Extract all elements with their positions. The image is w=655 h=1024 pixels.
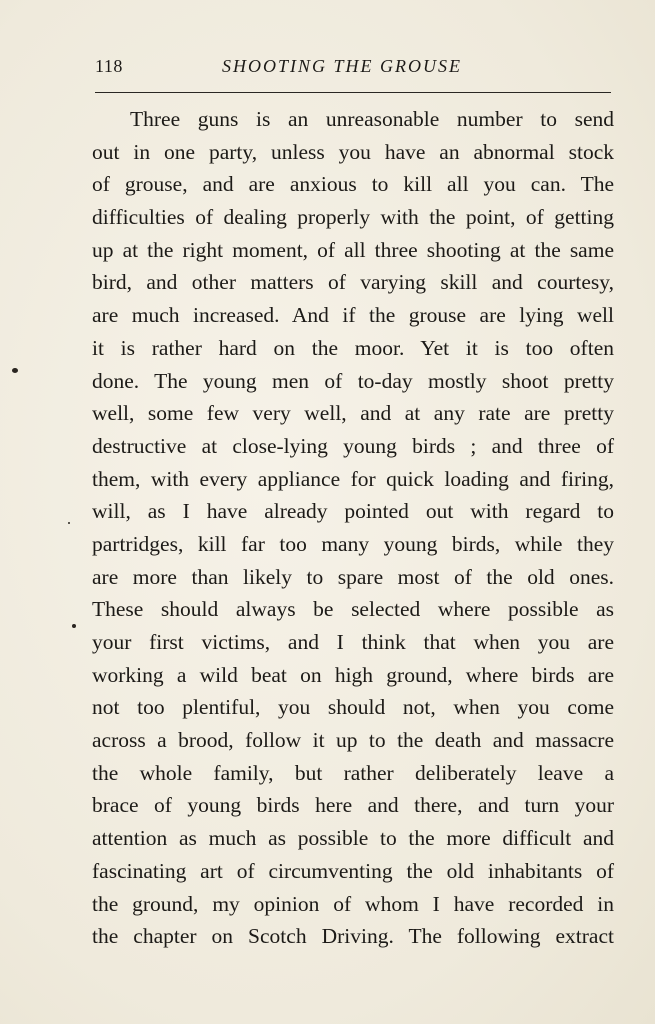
text-line: These should always be selected where possible as <box>92 597 614 622</box>
text-line: of grouse, and are anxious to kill all you can. The <box>92 172 614 197</box>
text-line: out in one party, unless you have an abnormal stock <box>92 139 614 164</box>
text-line: Three guns is an unreasonable number to send <box>130 107 614 131</box>
text-line: done. The young men of to-day mostly shoot pretty <box>92 368 614 393</box>
text-line: difficulties of dealing properly with the point, of getting <box>92 205 614 230</box>
text-line: not too plentiful, you should not, when you come <box>92 695 614 720</box>
text-line: working a wild beat on high ground, where birds are <box>92 662 614 687</box>
text-line: brace of young birds here and there, and turn your <box>92 793 614 818</box>
text-line: the ground, my opinion of whom I have recorded in <box>92 891 614 916</box>
text-line: the chapter on Scotch Driving. The following extract <box>92 924 614 949</box>
text-line: are much increased. And if the grouse are lying well <box>92 303 614 328</box>
text-line: the whole family, but rather deliberately leave a <box>92 760 614 785</box>
text-line: well, some few very well, and at any rate are pretty <box>92 401 614 426</box>
paper-speck <box>12 368 18 373</box>
text-line: it is rather hard on the moor. Yet it is too often <box>92 335 614 360</box>
running-head: SHOOTING THE GROUSE <box>222 56 462 76</box>
text-line: partridges, kill far too many young birds, while they <box>92 531 614 556</box>
text-line: are more than likely to spare most of the old ones. <box>92 564 614 589</box>
body-text <box>92 103 614 953</box>
text-line: across a brood, follow it up to the death and massacre <box>92 728 614 753</box>
text-line: your first victims, and I think that when you are <box>92 630 614 654</box>
paper-speck <box>68 522 70 524</box>
text-line: destructive at close-lying young birds ; and three of <box>92 433 614 458</box>
paper-speck <box>72 624 76 628</box>
header-rule <box>95 92 611 93</box>
text-line: them, with every appliance for quick loading and firing, <box>92 466 614 491</box>
text-line: fascinating art of circumventing the old inhabitants of <box>92 858 614 883</box>
text-line: will, as I have already pointed out with regard to <box>92 499 614 524</box>
page-number: 118 <box>95 56 123 76</box>
text-line: attention as much as possible to the more difficult and <box>92 826 614 851</box>
page-header <box>95 56 611 82</box>
text-line: up at the right moment, of all three shooting at the same <box>92 237 614 262</box>
text-line: bird, and other matters of varying skill and courtesy, <box>92 270 614 295</box>
